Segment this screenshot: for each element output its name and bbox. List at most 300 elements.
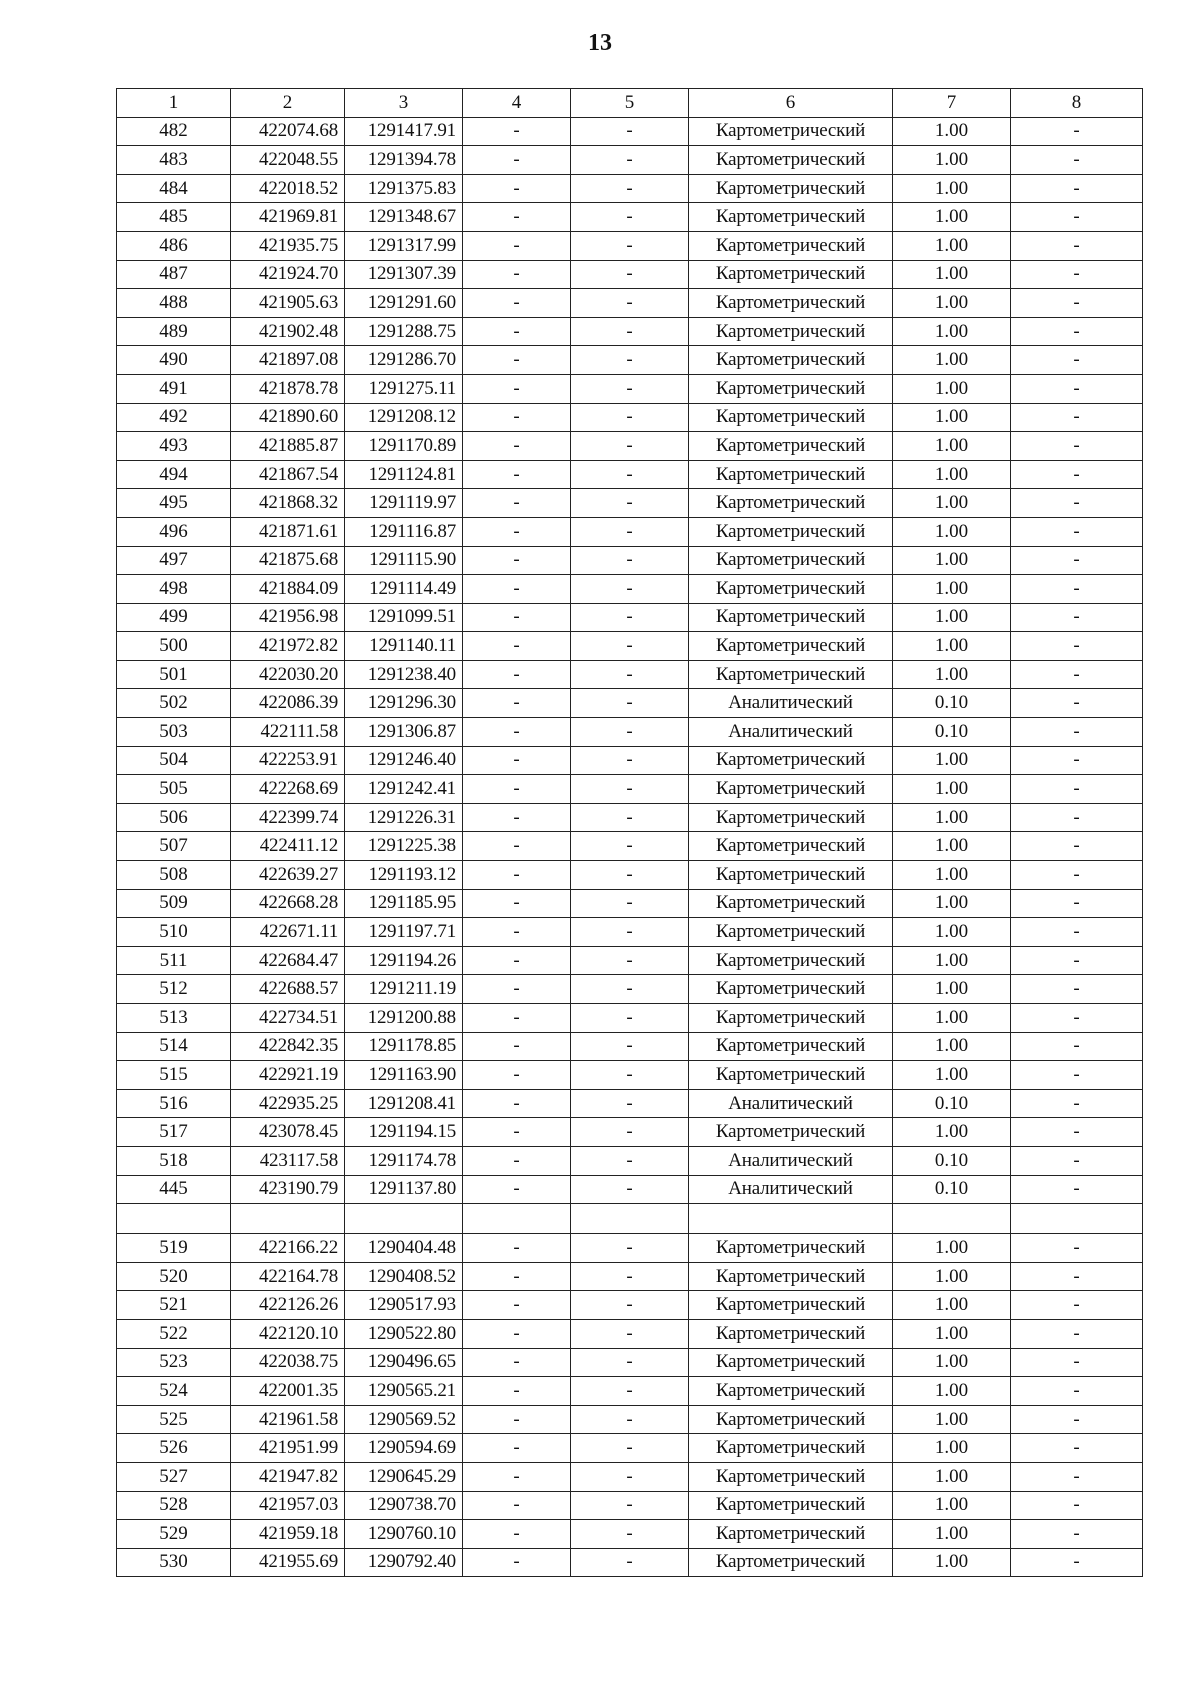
col8-cell: - [1011, 1146, 1143, 1175]
method-cell: Картометрический [689, 861, 893, 890]
y-coordinate-cell: 1290760.10 [345, 1520, 463, 1549]
col5-cell: - [571, 1234, 689, 1263]
col4-cell: - [463, 346, 571, 375]
col8-cell: - [1011, 346, 1143, 375]
point-number-cell: 511 [117, 946, 231, 975]
x-coordinate-cell: 421924.70 [231, 260, 345, 289]
method-cell: Картометрический [689, 1032, 893, 1061]
col4-cell: - [463, 546, 571, 575]
accuracy-cell: 1.00 [893, 660, 1011, 689]
col5-cell: - [571, 432, 689, 461]
x-coordinate-cell: 422086.39 [231, 689, 345, 718]
col5-cell: - [571, 317, 689, 346]
point-number-cell: 514 [117, 1032, 231, 1061]
accuracy-cell: 1.00 [893, 289, 1011, 318]
col5-cell: - [571, 1434, 689, 1463]
method-cell: Картометрический [689, 174, 893, 203]
header-cell: 5 [571, 89, 689, 118]
col8-cell: - [1011, 718, 1143, 747]
accuracy-cell: 1.00 [893, 117, 1011, 146]
col5-cell: - [571, 489, 689, 518]
col5-cell: - [571, 1291, 689, 1320]
col8-cell: - [1011, 403, 1143, 432]
col4-cell: - [463, 1089, 571, 1118]
method-cell: Картометрический [689, 260, 893, 289]
table-row [117, 1089, 1143, 1118]
point-number-cell: 500 [117, 632, 231, 661]
table-row [117, 803, 1143, 832]
accuracy-cell: 1.00 [893, 775, 1011, 804]
col5-cell: - [571, 231, 689, 260]
col4-cell: - [463, 289, 571, 318]
x-coordinate-cell: 421935.75 [231, 231, 345, 260]
col8-cell: - [1011, 203, 1143, 232]
table-row [117, 1462, 1143, 1491]
col5-cell: - [571, 203, 689, 232]
method-cell: Аналитический [689, 1146, 893, 1175]
table-row [117, 1146, 1143, 1175]
col8-cell: - [1011, 632, 1143, 661]
method-cell: Картометрический [689, 803, 893, 832]
table-row [117, 1234, 1143, 1263]
point-number-cell: 498 [117, 575, 231, 604]
col4-cell: - [463, 889, 571, 918]
point-number-cell: 503 [117, 718, 231, 747]
method-cell: Картометрический [689, 918, 893, 947]
x-coordinate-cell: 422038.75 [231, 1348, 345, 1377]
accuracy-cell: 1.00 [893, 174, 1011, 203]
method-cell: Картометрический [689, 746, 893, 775]
method-cell: Картометрический [689, 1520, 893, 1549]
method-cell: Картометрический [689, 975, 893, 1004]
point-number-cell: 502 [117, 689, 231, 718]
x-coordinate-cell: 421884.09 [231, 575, 345, 604]
point-number-cell: 491 [117, 374, 231, 403]
col8-cell: - [1011, 1548, 1143, 1577]
empty-cell [231, 1204, 345, 1234]
point-number-cell: 501 [117, 660, 231, 689]
col5-cell: - [571, 746, 689, 775]
col4-cell: - [463, 1032, 571, 1061]
separator-row [117, 1204, 1143, 1234]
col4-cell: - [463, 918, 571, 947]
x-coordinate-cell: 422734.51 [231, 1004, 345, 1033]
y-coordinate-cell: 1291246.40 [345, 746, 463, 775]
accuracy-cell: 1.00 [893, 203, 1011, 232]
method-cell: Картометрический [689, 346, 893, 375]
y-coordinate-cell: 1291288.75 [345, 317, 463, 346]
method-cell: Картометрический [689, 832, 893, 861]
col8-cell: - [1011, 975, 1143, 1004]
col4-cell: - [463, 1462, 571, 1491]
table-row [117, 346, 1143, 375]
y-coordinate-cell: 1291226.31 [345, 803, 463, 832]
coordinates-table [116, 88, 1143, 1577]
y-coordinate-cell: 1291197.71 [345, 918, 463, 947]
header-cell: 2 [231, 89, 345, 118]
method-cell: Картометрический [689, 1491, 893, 1520]
table-row [117, 146, 1143, 175]
header-cell: 7 [893, 89, 1011, 118]
col5-cell: - [571, 946, 689, 975]
y-coordinate-cell: 1291124.81 [345, 460, 463, 489]
y-coordinate-cell: 1290569.52 [345, 1405, 463, 1434]
empty-cell [117, 1204, 231, 1234]
table-row [117, 775, 1143, 804]
x-coordinate-cell: 421878.78 [231, 374, 345, 403]
col8-cell: - [1011, 1377, 1143, 1406]
col4-cell: - [463, 374, 571, 403]
col8-cell: - [1011, 1004, 1143, 1033]
x-coordinate-cell: 422684.47 [231, 946, 345, 975]
col4-cell: - [463, 117, 571, 146]
method-cell: Картометрический [689, 546, 893, 575]
col5-cell: - [571, 117, 689, 146]
x-coordinate-cell: 422411.12 [231, 832, 345, 861]
col8-cell: - [1011, 260, 1143, 289]
accuracy-cell: 1.00 [893, 146, 1011, 175]
point-number-cell: 499 [117, 603, 231, 632]
y-coordinate-cell: 1291185.95 [345, 889, 463, 918]
x-coordinate-cell: 422688.57 [231, 975, 345, 1004]
point-number-cell: 482 [117, 117, 231, 146]
point-number-cell: 445 [117, 1175, 231, 1204]
col5-cell: - [571, 575, 689, 604]
col5-cell: - [571, 1004, 689, 1033]
y-coordinate-cell: 1290496.65 [345, 1348, 463, 1377]
method-cell: Картометрический [689, 117, 893, 146]
x-coordinate-cell: 423117.58 [231, 1146, 345, 1175]
col4-cell: - [463, 946, 571, 975]
col8-cell: - [1011, 803, 1143, 832]
col8-cell: - [1011, 1434, 1143, 1463]
method-cell: Картометрический [689, 775, 893, 804]
y-coordinate-cell: 1291116.87 [345, 517, 463, 546]
accuracy-cell: 1.00 [893, 1004, 1011, 1033]
y-coordinate-cell: 1291238.40 [345, 660, 463, 689]
col4-cell: - [463, 832, 571, 861]
x-coordinate-cell: 421956.98 [231, 603, 345, 632]
col4-cell: - [463, 1319, 571, 1348]
table-row [117, 632, 1143, 661]
accuracy-cell: 1.00 [893, 317, 1011, 346]
y-coordinate-cell: 1290792.40 [345, 1548, 463, 1577]
x-coordinate-cell: 422074.68 [231, 117, 345, 146]
point-number-cell: 509 [117, 889, 231, 918]
table-row [117, 918, 1143, 947]
method-cell: Картометрический [689, 603, 893, 632]
col4-cell: - [463, 146, 571, 175]
y-coordinate-cell: 1291242.41 [345, 775, 463, 804]
col8-cell: - [1011, 1061, 1143, 1090]
y-coordinate-cell: 1291194.26 [345, 946, 463, 975]
col5-cell: - [571, 632, 689, 661]
accuracy-cell: 1.00 [893, 861, 1011, 890]
method-cell: Картометрический [689, 660, 893, 689]
point-number-cell: 519 [117, 1234, 231, 1263]
table-row [117, 1520, 1143, 1549]
col4-cell: - [463, 718, 571, 747]
accuracy-cell: 1.00 [893, 1520, 1011, 1549]
x-coordinate-cell: 422001.35 [231, 1377, 345, 1406]
x-coordinate-cell: 422164.78 [231, 1262, 345, 1291]
col8-cell: - [1011, 575, 1143, 604]
point-number-cell: 486 [117, 231, 231, 260]
y-coordinate-cell: 1290738.70 [345, 1491, 463, 1520]
header-cell: 4 [463, 89, 571, 118]
y-coordinate-cell: 1291099.51 [345, 603, 463, 632]
accuracy-cell: 1.00 [893, 1348, 1011, 1377]
method-cell: Картометрический [689, 1319, 893, 1348]
point-number-cell: 526 [117, 1434, 231, 1463]
col4-cell: - [463, 861, 571, 890]
point-number-cell: 523 [117, 1348, 231, 1377]
col4-cell: - [463, 746, 571, 775]
x-coordinate-cell: 422048.55 [231, 146, 345, 175]
col5-cell: - [571, 1348, 689, 1377]
table-row [117, 374, 1143, 403]
col8-cell: - [1011, 1262, 1143, 1291]
accuracy-cell: 1.00 [893, 1462, 1011, 1491]
x-coordinate-cell: 421972.82 [231, 632, 345, 661]
accuracy-cell: 1.00 [893, 1118, 1011, 1147]
method-cell: Картометрический [689, 1548, 893, 1577]
col4-cell: - [463, 1405, 571, 1434]
x-coordinate-cell: 421868.32 [231, 489, 345, 518]
table-row [117, 432, 1143, 461]
col8-cell: - [1011, 546, 1143, 575]
col5-cell: - [571, 1462, 689, 1491]
col5-cell: - [571, 660, 689, 689]
col4-cell: - [463, 1434, 571, 1463]
col5-cell: - [571, 1548, 689, 1577]
col8-cell: - [1011, 1089, 1143, 1118]
x-coordinate-cell: 421957.03 [231, 1491, 345, 1520]
x-coordinate-cell: 421890.60 [231, 403, 345, 432]
table-header-row [117, 89, 1143, 118]
method-cell: Картометрический [689, 317, 893, 346]
point-number-cell: 494 [117, 460, 231, 489]
point-number-cell: 495 [117, 489, 231, 518]
accuracy-cell: 1.00 [893, 1061, 1011, 1090]
table-row [117, 1319, 1143, 1348]
accuracy-cell: 1.00 [893, 346, 1011, 375]
col8-cell: - [1011, 689, 1143, 718]
method-cell: Картометрический [689, 1462, 893, 1491]
accuracy-cell: 1.00 [893, 918, 1011, 947]
table-row [117, 1262, 1143, 1291]
col8-cell: - [1011, 460, 1143, 489]
accuracy-cell: 1.00 [893, 1434, 1011, 1463]
method-cell: Аналитический [689, 1089, 893, 1118]
col5-cell: - [571, 374, 689, 403]
method-cell: Картометрический [689, 432, 893, 461]
accuracy-cell: 1.00 [893, 832, 1011, 861]
point-number-cell: 513 [117, 1004, 231, 1033]
method-cell: Картометрический [689, 632, 893, 661]
accuracy-cell: 1.00 [893, 1319, 1011, 1348]
x-coordinate-cell: 421905.63 [231, 289, 345, 318]
col4-cell: - [463, 575, 571, 604]
col4-cell: - [463, 460, 571, 489]
method-cell: Картометрический [689, 289, 893, 318]
point-number-cell: 488 [117, 289, 231, 318]
point-number-cell: 520 [117, 1262, 231, 1291]
point-number-cell: 504 [117, 746, 231, 775]
table-row [117, 1491, 1143, 1520]
col5-cell: - [571, 1061, 689, 1090]
x-coordinate-cell: 421961.58 [231, 1405, 345, 1434]
y-coordinate-cell: 1291286.70 [345, 346, 463, 375]
table-row [117, 746, 1143, 775]
y-coordinate-cell: 1291119.97 [345, 489, 463, 518]
col8-cell: - [1011, 231, 1143, 260]
header-cell: 6 [689, 89, 893, 118]
col5-cell: - [571, 689, 689, 718]
table-row [117, 718, 1143, 747]
table-row [117, 861, 1143, 890]
point-number-cell: 527 [117, 1462, 231, 1491]
col5-cell: - [571, 1146, 689, 1175]
point-number-cell: 493 [117, 432, 231, 461]
accuracy-cell: 1.00 [893, 603, 1011, 632]
col8-cell: - [1011, 174, 1143, 203]
table-row [117, 1434, 1143, 1463]
point-number-cell: 525 [117, 1405, 231, 1434]
col8-cell: - [1011, 832, 1143, 861]
x-coordinate-cell: 421959.18 [231, 1520, 345, 1549]
col5-cell: - [571, 775, 689, 804]
col5-cell: - [571, 1377, 689, 1406]
y-coordinate-cell: 1290522.80 [345, 1319, 463, 1348]
table-row [117, 317, 1143, 346]
col5-cell: - [571, 889, 689, 918]
accuracy-cell: 1.00 [893, 1291, 1011, 1320]
col8-cell: - [1011, 1234, 1143, 1263]
col5-cell: - [571, 260, 689, 289]
accuracy-cell: 1.00 [893, 460, 1011, 489]
accuracy-cell: 0.10 [893, 1146, 1011, 1175]
point-number-cell: 528 [117, 1491, 231, 1520]
accuracy-cell: 1.00 [893, 575, 1011, 604]
empty-cell [893, 1204, 1011, 1234]
page-number: 13 [588, 30, 612, 56]
accuracy-cell: 1.00 [893, 1548, 1011, 1577]
table-row [117, 260, 1143, 289]
accuracy-cell: 1.00 [893, 889, 1011, 918]
table-row [117, 603, 1143, 632]
empty-cell [463, 1204, 571, 1234]
method-cell: Картометрический [689, 1405, 893, 1434]
accuracy-cell: 1.00 [893, 1262, 1011, 1291]
col5-cell: - [571, 146, 689, 175]
table-row [117, 1348, 1143, 1377]
accuracy-cell: 1.00 [893, 803, 1011, 832]
y-coordinate-cell: 1291115.90 [345, 546, 463, 575]
point-number-cell: 497 [117, 546, 231, 575]
point-number-cell: 492 [117, 403, 231, 432]
header-cell: 3 [345, 89, 463, 118]
col5-cell: - [571, 718, 689, 747]
table-row [117, 231, 1143, 260]
table-row [117, 117, 1143, 146]
accuracy-cell: 1.00 [893, 1405, 1011, 1434]
point-number-cell: 505 [117, 775, 231, 804]
method-cell: Картометрический [689, 1348, 893, 1377]
x-coordinate-cell: 421969.81 [231, 203, 345, 232]
col4-cell: - [463, 260, 571, 289]
point-number-cell: 489 [117, 317, 231, 346]
empty-cell [571, 1204, 689, 1234]
y-coordinate-cell: 1291211.19 [345, 975, 463, 1004]
col4-cell: - [463, 689, 571, 718]
col8-cell: - [1011, 775, 1143, 804]
empty-cell [689, 1204, 893, 1234]
accuracy-cell: 1.00 [893, 546, 1011, 575]
x-coordinate-cell: 423078.45 [231, 1118, 345, 1147]
col8-cell: - [1011, 1118, 1143, 1147]
accuracy-cell: 0.10 [893, 1089, 1011, 1118]
table-row [117, 1377, 1143, 1406]
col4-cell: - [463, 603, 571, 632]
col8-cell: - [1011, 374, 1143, 403]
point-number-cell: 490 [117, 346, 231, 375]
y-coordinate-cell: 1291348.67 [345, 203, 463, 232]
method-cell: Картометрический [689, 1434, 893, 1463]
col5-cell: - [571, 603, 689, 632]
method-cell: Картометрический [689, 146, 893, 175]
col5-cell: - [571, 1262, 689, 1291]
point-number-cell: 515 [117, 1061, 231, 1090]
method-cell: Картометрический [689, 489, 893, 518]
table-row [117, 1291, 1143, 1320]
col8-cell: - [1011, 1520, 1143, 1549]
point-number-cell: 522 [117, 1319, 231, 1348]
col8-cell: - [1011, 317, 1143, 346]
method-cell: Картометрический [689, 460, 893, 489]
x-coordinate-cell: 423190.79 [231, 1175, 345, 1204]
point-number-cell: 521 [117, 1291, 231, 1320]
y-coordinate-cell: 1290645.29 [345, 1462, 463, 1491]
col8-cell: - [1011, 489, 1143, 518]
table-row [117, 575, 1143, 604]
table-row [117, 975, 1143, 1004]
x-coordinate-cell: 422935.25 [231, 1089, 345, 1118]
col8-cell: - [1011, 603, 1143, 632]
col8-cell: - [1011, 1462, 1143, 1491]
x-coordinate-cell: 422668.28 [231, 889, 345, 918]
x-coordinate-cell: 422030.20 [231, 660, 345, 689]
method-cell: Картометрический [689, 1061, 893, 1090]
col5-cell: - [571, 546, 689, 575]
x-coordinate-cell: 422120.10 [231, 1319, 345, 1348]
point-number-cell: 485 [117, 203, 231, 232]
x-coordinate-cell: 421951.99 [231, 1434, 345, 1463]
y-coordinate-cell: 1290408.52 [345, 1262, 463, 1291]
method-cell: Картометрический [689, 889, 893, 918]
y-coordinate-cell: 1291375.83 [345, 174, 463, 203]
method-cell: Аналитический [689, 1175, 893, 1204]
x-coordinate-cell: 422126.26 [231, 1291, 345, 1320]
x-coordinate-cell: 422166.22 [231, 1234, 345, 1263]
col4-cell: - [463, 1377, 571, 1406]
col5-cell: - [571, 1118, 689, 1147]
col5-cell: - [571, 346, 689, 375]
col4-cell: - [463, 1118, 571, 1147]
x-coordinate-cell: 421871.61 [231, 517, 345, 546]
point-number-cell: 508 [117, 861, 231, 890]
method-cell: Картометрический [689, 203, 893, 232]
